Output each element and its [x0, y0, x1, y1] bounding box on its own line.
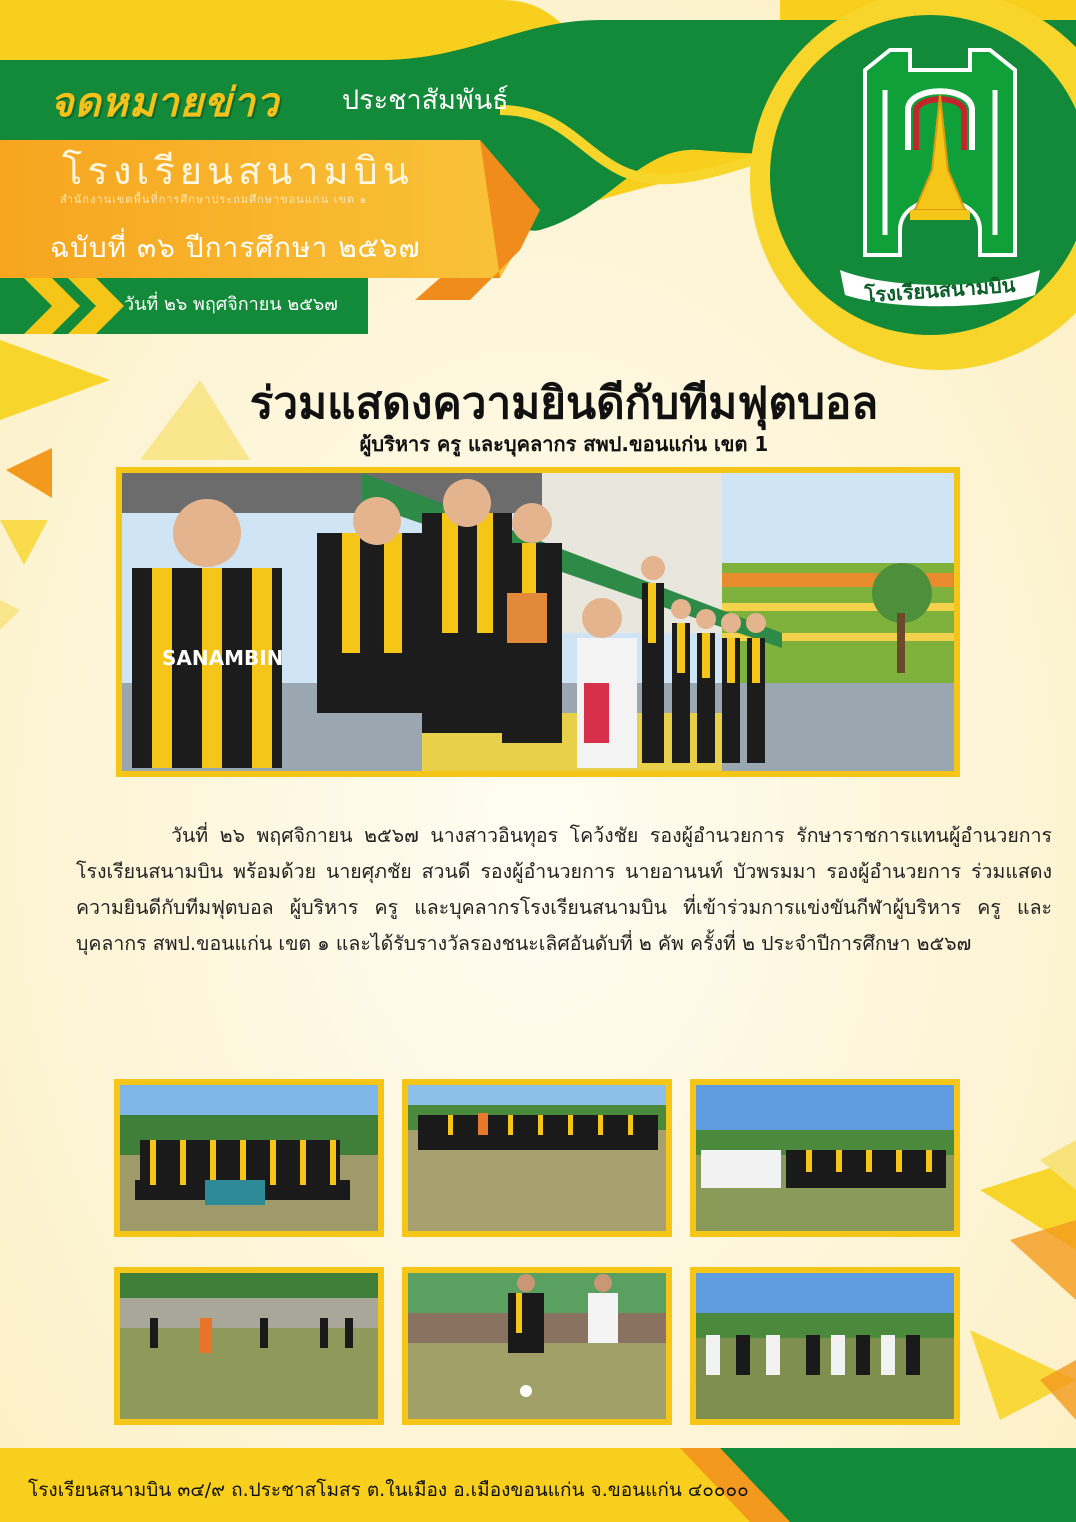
article-body-paragraph: วันที่ ๒๖ พฤศจิกายน ๒๕๖๗ นางสาวอินทุอร โคว้งชัย รองผู้อำนวยการ รักษาราชการแทนผู้อำนวยการโรงเรียนสนามบิน พร้อมด้วย นายศุภชัย สวนดี รองผู้อำนวยการ นายอานนท์ บัวพรมมา รองผู้อำนวยการ ร่วมแสดงความยินดีกับทีมฟุตบอล ผู้บริหาร ครู และบุคลากรโรงเรียนสนามบิน ที่เข้าร่วมการแข่งขันกีฬาผู้บริหาร ครู และบุคลากร สพป.ขอนแก่น เขต ๑ และได้รับรางวัลรองชนะเลิศอันดับที่ ๒ คัพ ครั้งที่ ๒ ประจำปีการศึกษา ๒๕๖๗: [76, 824, 1052, 955]
gallery-photo-2: [402, 1079, 672, 1237]
office-line: สำนักงานเขตพื้นที่การศึกษาประถมศึกษาขอนแก่น เขต ๑: [60, 193, 368, 206]
newsletter-subtitle: ประชาสัมพันธ์: [342, 85, 509, 116]
issue-number: ฉบับที่ ๓๖ ปีการศึกษา ๒๕๖๗: [50, 231, 421, 264]
footer-address: โรงเรียนสนามบิน ๓๔/๙ ถ.ประชาสโมสร ต.ในเมือง อ.เมืองขอนแก่น จ.ขอนแก่น ๔๐๐๐๐: [28, 1479, 749, 1501]
school-name: โรงเรียนสนามบิน: [62, 149, 414, 193]
gallery-photo-5: [402, 1267, 672, 1425]
gallery-photo-1: [114, 1079, 384, 1237]
gallery-photo-6: [690, 1267, 960, 1425]
school-emblem-pagoda-icon: [830, 40, 1050, 310]
shirt-text: SANAMBIN: [162, 646, 284, 670]
newsletter-title: จดหมายข่าว: [50, 80, 280, 126]
gallery-photo-3: [690, 1079, 960, 1237]
article-subheadline: ผู้บริหาร ครู และบุคลากร สพป.ขอนแก่น เขต 1: [359, 432, 769, 456]
main-photo: [116, 467, 960, 777]
article-body: [76, 818, 1052, 962]
issue-date: วันที่ ๒๖ พฤศจิกายน ๒๕๖๗: [124, 294, 338, 315]
article-headline: ร่วมแสดงความยินดีกับทีมฟุตบอล: [249, 378, 879, 429]
logo-caption: โรงเรียนสนามบิน: [863, 272, 1017, 308]
gallery-photo-4: [114, 1267, 384, 1425]
